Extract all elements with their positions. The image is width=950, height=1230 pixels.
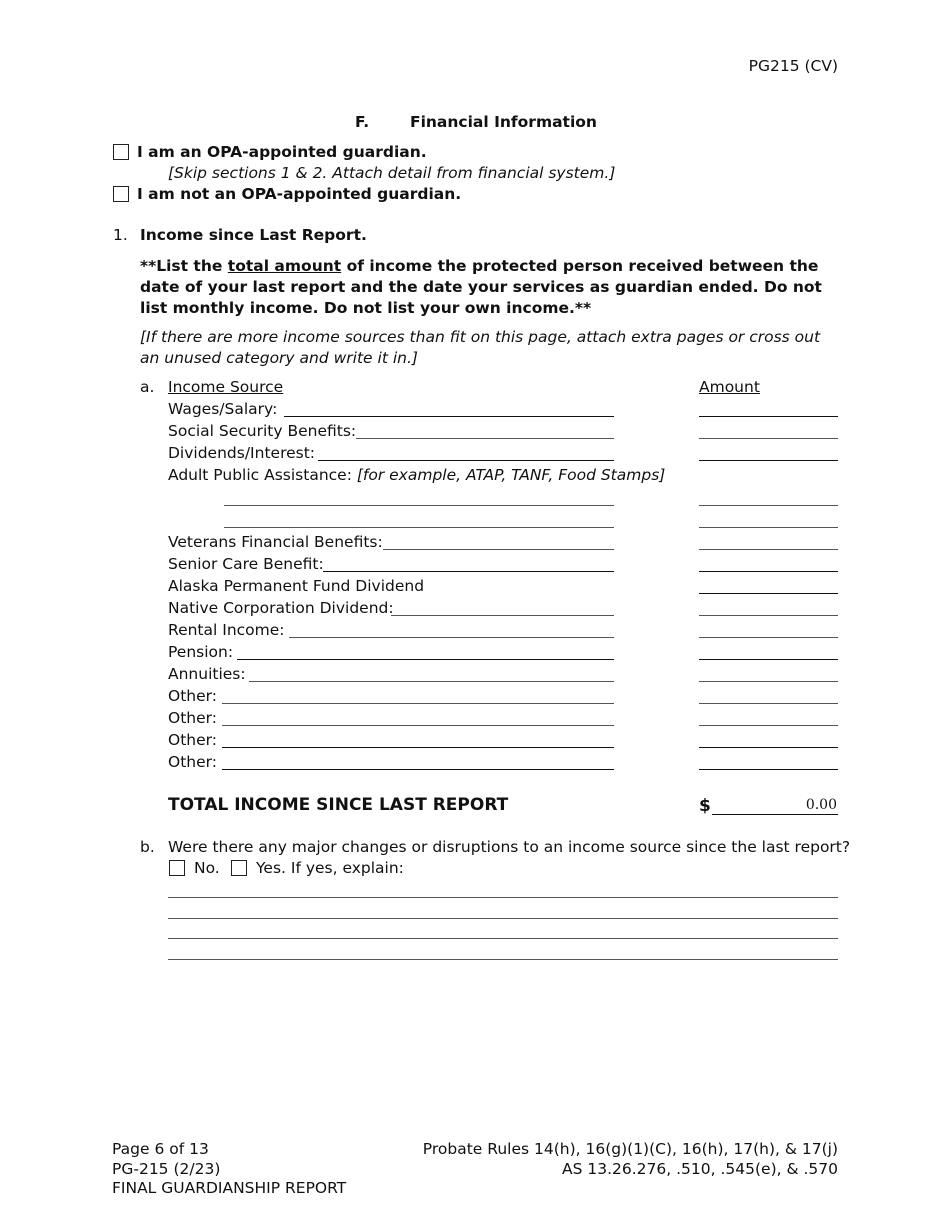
annuities-amount-field[interactable]	[699, 681, 838, 682]
part-a-letter: a.	[140, 378, 155, 396]
pfd-amount-field[interactable]	[699, 593, 838, 594]
other-label-4: Other:	[168, 753, 217, 771]
footer-form-version: PG-215 (2/23)	[112, 1159, 221, 1178]
senior-care-source-field[interactable]	[323, 571, 614, 572]
wages-source-field[interactable]	[284, 416, 614, 417]
other-amount-field-1[interactable]	[699, 703, 838, 704]
total-amount-field[interactable]	[712, 814, 838, 815]
explain-line-1[interactable]	[168, 897, 838, 898]
opa-not-appointed-label: I am not an OPA-appointed guardian.	[137, 185, 462, 203]
other-amount-field-2[interactable]	[699, 725, 838, 726]
changes-no-checkbox[interactable]	[169, 860, 185, 876]
rental-source-field[interactable]	[289, 637, 614, 638]
public-assistance-amount-field-1[interactable]	[699, 505, 838, 506]
social-security-source-field[interactable]	[356, 438, 614, 439]
changes-yes-checkbox[interactable]	[231, 860, 247, 876]
other-source-field-2[interactable]	[222, 725, 614, 726]
dividends-amount-field[interactable]	[699, 460, 838, 461]
pension-source-field[interactable]	[237, 659, 614, 660]
opa-appointed-label: I am an OPA-appointed guardian.	[137, 143, 427, 161]
other-amount-field-3[interactable]	[699, 747, 838, 748]
income-instructions: **List the total amount of income the protected person received between the date of your last report and the date your services as guardian ended. Do not list monthly income. Do not list your own income.**	[140, 257, 822, 317]
other-source-field-1[interactable]	[222, 703, 614, 704]
income-heading: Income since Last Report.	[140, 226, 367, 244]
social-security-amount-field[interactable]	[699, 438, 838, 439]
senior-care-amount-field[interactable]	[699, 571, 838, 572]
pfd-label: Alaska Permanent Fund Dividend	[168, 577, 425, 595]
income-section-number: 1.	[113, 226, 128, 244]
veterans-amount-field[interactable]	[699, 549, 838, 550]
opa-not-appointed-checkbox[interactable]	[113, 186, 129, 202]
dividends-label: Dividends/Interest:	[168, 444, 316, 462]
other-label-2: Other:	[168, 709, 217, 727]
explain-line-3[interactable]	[168, 938, 838, 939]
other-label-3: Other:	[168, 731, 217, 749]
public-assistance-source-field-1[interactable]	[224, 505, 614, 506]
annuities-label: Annuities:	[168, 665, 246, 683]
wages-label: Wages/Salary:	[168, 400, 278, 418]
footer-page-number: Page 6 of 13	[112, 1140, 209, 1158]
opa-appointed-note: [Skip sections 1 & 2. Attach detail from financial system.]	[168, 164, 616, 182]
footer-right	[423, 1140, 838, 1179]
public-assistance-source-field-2[interactable]	[224, 527, 614, 528]
footer-statutes: AS 13.26.276, .510, .545(e), & .570	[562, 1159, 838, 1178]
rental-amount-field[interactable]	[699, 637, 838, 638]
form-code: PG215 (CV)	[748, 57, 838, 75]
total-currency-symbol: $	[699, 796, 711, 816]
native-corp-amount-field[interactable]	[699, 615, 838, 616]
explain-line-4[interactable]	[168, 959, 838, 960]
veterans-label: Veterans Financial Benefits:	[168, 533, 383, 551]
pension-amount-field[interactable]	[699, 659, 838, 660]
other-amount-field-4[interactable]	[699, 769, 838, 770]
footer-rules: Probate Rules 14(h), 16(g)(1)(C), 16(h), 17(h), & 17(j)	[422, 1140, 838, 1158]
opa-appointed-checkbox[interactable]	[113, 144, 129, 160]
changes-no-label: No.	[194, 859, 220, 877]
native-corp-source-field[interactable]	[391, 615, 614, 616]
footer-form-title: FINAL GUARDIANSHIP REPORT	[112, 1179, 347, 1197]
public-assistance-label: Adult Public Assistance: [for example, ATAP, TANF, Food Stamps]	[168, 466, 666, 484]
wages-amount-field[interactable]	[699, 416, 838, 417]
other-label-1: Other:	[168, 687, 217, 705]
section-title: Financial Information	[410, 113, 597, 131]
annuities-source-field[interactable]	[249, 681, 614, 682]
veterans-source-field[interactable]	[383, 549, 614, 550]
changes-yes-label: Yes. If yes, explain:	[256, 859, 404, 877]
part-b-question: Were there any major changes or disruptions to an income source since the last report?	[168, 838, 851, 856]
income-note: [If there are more income sources than fit on this page, attach extra pages or cross out an unused category and write it in.]	[140, 328, 821, 367]
footer-left	[112, 1140, 346, 1199]
other-source-field-4[interactable]	[222, 769, 614, 770]
section-letter: F.	[355, 113, 370, 131]
pension-label: Pension:	[168, 643, 234, 661]
total-income-label: TOTAL INCOME SINCE LAST REPORT	[168, 795, 509, 815]
public-assistance-amount-field-2[interactable]	[699, 527, 838, 528]
social-security-label: Social Security Benefits:	[168, 422, 357, 440]
other-source-field-3[interactable]	[222, 747, 614, 748]
senior-care-label: Senior Care Benefit:	[168, 555, 324, 573]
rental-label: Rental Income:	[168, 621, 285, 639]
part-b-letter: b.	[140, 838, 155, 856]
dividends-source-field[interactable]	[318, 460, 614, 461]
total-amount-value: 0.00	[805, 797, 837, 813]
amount-header: Amount	[699, 378, 760, 396]
explain-line-2[interactable]	[168, 918, 838, 919]
income-source-header: Income Source	[168, 378, 284, 396]
native-corp-label: Native Corporation Dividend:	[168, 599, 394, 617]
